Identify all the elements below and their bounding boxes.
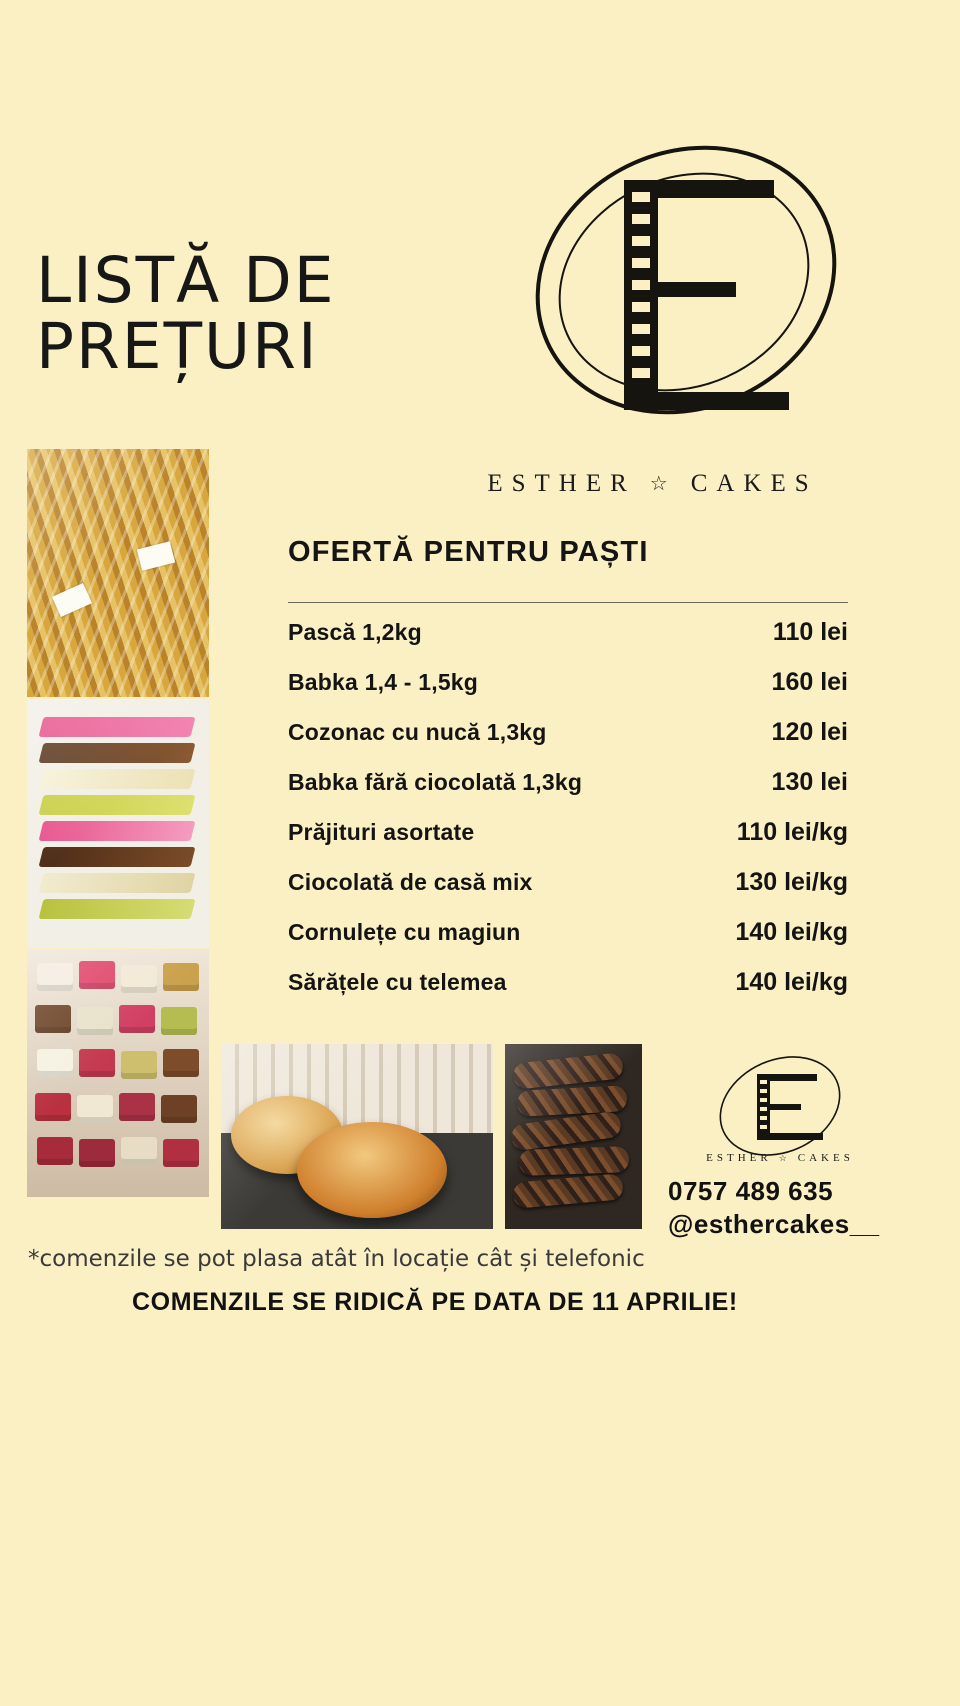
price-item-value: 130 lei/kg xyxy=(735,868,848,896)
price-item-name: Babka fără ciocolată 1,3kg xyxy=(288,769,583,795)
price-row xyxy=(288,918,848,968)
wordmark-cakes: CAKES xyxy=(690,470,818,497)
price-row xyxy=(288,768,848,818)
price-row xyxy=(288,968,848,1018)
brand-monogram-logo xyxy=(506,130,866,450)
price-row xyxy=(288,868,848,918)
price-item-value: 130 lei xyxy=(771,768,848,796)
price-item-name: Prăjituri asortate xyxy=(288,819,475,845)
divider xyxy=(288,602,848,603)
order-note: *comenzile se pot plasa atât în locație cât și telefonic xyxy=(28,1246,645,1272)
price-item-value: 110 lei xyxy=(772,618,848,646)
wordmark-esther: ESTHER xyxy=(487,470,636,497)
phone-number[interactable]: 0757 489 635 xyxy=(668,1176,834,1206)
photo-slices xyxy=(27,699,209,947)
photo-breadsticks xyxy=(27,449,209,697)
star-icon: ☆ xyxy=(649,473,677,495)
brand-wordmark xyxy=(455,470,850,498)
price-row xyxy=(288,818,848,868)
price-item-name: Cornulețe cu magiun xyxy=(288,919,521,945)
price-item-name: Cozonac cu nucă 1,3kg xyxy=(288,719,547,745)
pickup-notice: COMENZILE SE RIDICĂ PE DATA DE 11 APRILIE! xyxy=(132,1288,738,1316)
offer-heading: OFERTĂ PENTRU PAȘTI xyxy=(288,536,649,568)
price-row xyxy=(288,618,848,668)
price-row xyxy=(288,668,848,718)
price-item-name: Babka 1,4 - 1,5kg xyxy=(288,669,479,695)
wordmark-esther-small: ESTHER xyxy=(706,1152,772,1164)
price-item-value: 160 lei xyxy=(771,668,848,696)
price-item-name: Pască 1,2kg xyxy=(288,619,422,645)
price-item-value: 140 lei/kg xyxy=(735,918,848,946)
photo-assorted xyxy=(27,949,209,1197)
star-icon-small: ☆ xyxy=(778,1152,791,1163)
brand-wordmark-small xyxy=(700,1152,860,1164)
title-line-2: PREȚURI xyxy=(36,309,319,383)
price-item-value: 110 lei/kg xyxy=(736,818,848,846)
photo-cheesecake xyxy=(221,1044,493,1229)
contact-block xyxy=(668,1176,880,1240)
price-item-value: 120 lei xyxy=(771,718,848,746)
wordmark-cakes-small: CAKES xyxy=(797,1152,854,1164)
photo-babka xyxy=(505,1044,642,1229)
price-item-name: Sărățele cu telemea xyxy=(288,969,507,995)
price-list xyxy=(288,618,848,1018)
price-row xyxy=(288,718,848,768)
title-line-1: LISTĂ DE xyxy=(36,244,336,317)
page-title xyxy=(36,244,456,383)
price-item-name: Ciocolată de casă mix xyxy=(288,869,533,895)
instagram-handle[interactable]: @esthercakes__ xyxy=(668,1209,880,1239)
price-item-value: 140 lei/kg xyxy=(735,968,848,996)
